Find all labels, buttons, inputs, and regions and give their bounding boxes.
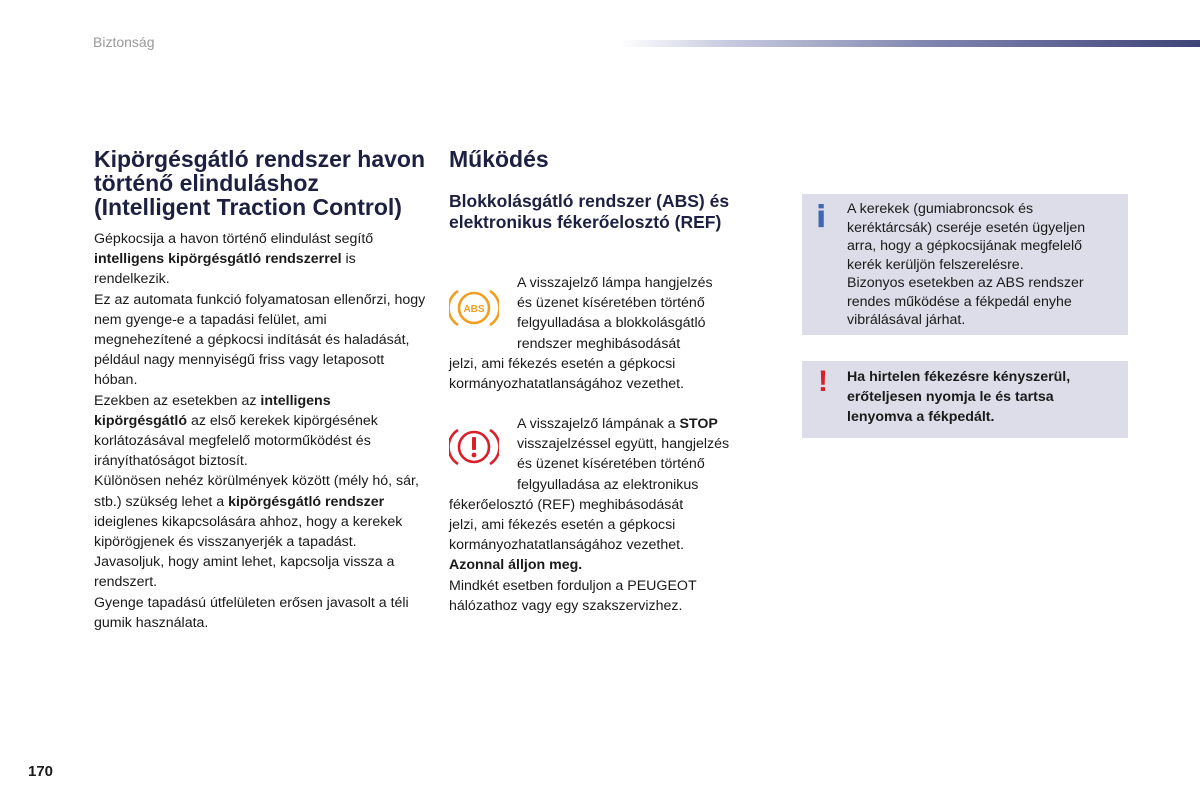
operation-column <box>449 146 784 614</box>
traction-p4-bold: kipörgésgátló rendszer <box>228 493 385 510</box>
info-line: A kerekek (gumiabroncsok és <box>847 201 1034 217</box>
traction-p4-text: Különösen nehéz körülmények között (mély hó, sár, stb.) szükség lehet a <box>94 473 419 510</box>
info-icon: i <box>816 200 827 235</box>
abs-line: kormányozhatatlanságához vezethet. <box>449 376 685 393</box>
traction-control-column <box>94 147 426 633</box>
traction-paragraph-6: Gyenge tapadású útfelületen erősen javasolt a téli gumik használata. <box>94 594 409 631</box>
info-line: Bizonyos esetekben az ABS rendszer <box>847 275 1084 291</box>
abs-ref-subtitle: Blokkolásgátló rendszer (ABS) és elektronikus fékerőelosztó (REF) <box>449 191 730 232</box>
traction-p1-text: Gépkocsija a havon történő elindulást segítő <box>94 231 374 247</box>
stop-now-instruction: Azonnal álljon meg. <box>449 557 583 574</box>
abs-line: és üzenet kíséretében történő <box>517 295 705 312</box>
operation-title: Működés <box>449 146 549 172</box>
exclamation-icon: ! <box>818 365 828 398</box>
alert-note-box <box>802 361 1128 438</box>
info-line: rendes működése a fékpedál enyhe <box>847 293 1072 310</box>
info-note-box <box>802 194 1128 335</box>
abs-icon-label: ABS <box>463 304 485 315</box>
header-gradient-bar <box>620 40 1200 47</box>
info-line: vibrálásával járhat. <box>847 312 966 328</box>
page-number: 170 <box>28 763 54 780</box>
abs-line: A visszajelző lámpa hangjelzés <box>517 275 713 291</box>
stop-line-text: A visszajelző lámpának a <box>517 416 680 432</box>
traction-paragraph-2: Ez az automata funkció folyamatosan ellenőrzi, hogy nem gyenge-e a tapadási felület, ami megnehezítené a gépkocsi indítását és haladását, például nagy mennyiségű friss vagy letaposott hóban. <box>94 291 426 389</box>
stop-line: visszajelzéssel együtt, hangjelzés <box>517 436 730 453</box>
traction-control-title: Kipörgésgátló rendszer havon történő elinduláshoz (Intelligent Traction Control) <box>94 146 426 220</box>
alert-note-text <box>847 367 1122 427</box>
abs-line: felgyulladása a blokkolásgátló <box>517 315 706 332</box>
traction-p3-bold: intelligens kipörgésgátló <box>94 392 331 429</box>
stop-line: és üzenet kíséretében történő <box>517 456 705 473</box>
stop-line: jelzi, ami fékezés esetén a gépkocsi <box>449 517 676 534</box>
stop-warning-block <box>449 414 769 616</box>
stop-line: kormányozhatatlanságához vezethet. <box>449 537 685 554</box>
stop-keyword: STOP <box>679 416 718 432</box>
traction-paragraph-4 <box>94 471 426 552</box>
alert-line: lenyomva a fékpedált. <box>847 409 995 425</box>
traction-paragraph-1 <box>94 229 426 290</box>
abs-line: jelzi, ami fékezés esetén a gépkocsi <box>449 355 676 372</box>
traction-p3-text: Ezekben az esetekben az <box>94 392 261 409</box>
alert-line: erőteljesen nyomja le és tartsa <box>847 389 1054 405</box>
info-line: kerék kerüljön felszerelésre. <box>847 256 1024 273</box>
traction-p4-text-end: ideiglenes kikapcsolására ahhoz, hogy a kerekek kipörögjenek és visszanyerjék a tapadást. <box>94 513 403 551</box>
traction-p1-bold: intelligens kipörgésgátló rendszerrel <box>94 251 342 268</box>
info-note-text <box>847 200 1117 330</box>
stop-line: felgyulladása az elektronikus <box>517 476 699 493</box>
traction-p1-text-end: is rendelkezik. <box>94 251 356 288</box>
traction-paragraph-3 <box>94 391 426 472</box>
traction-paragraph-5: Javasoljuk, hogy amint lehet, kapcsolja vissza a rendszert. <box>94 554 395 591</box>
abs-line: rendszer meghibásodását <box>517 335 681 352</box>
traction-p3-text-end: az első kerekek kipörgésének korlátozásával megfelelő motorműködést és irányíthatóságot biztosít. <box>94 412 378 470</box>
contact-line: Mindkét esetben forduljon a PEUGEOT <box>449 577 697 594</box>
info-line: keréktárcsák) cseréje esetén ügyeljen <box>847 219 1086 236</box>
stop-line: fékerőelosztó (REF) meghibásodását <box>449 496 684 513</box>
abs-warning-block <box>449 273 769 394</box>
header-section-label: Biztonság <box>93 34 155 50</box>
contact-line: hálózathoz vagy egy szakszervizhez. <box>449 597 683 614</box>
alert-line: Ha hirtelen fékezésre kényszerül, <box>847 369 1071 385</box>
brake-warning-icon <box>449 424 499 470</box>
abs-warning-icon <box>449 285 499 331</box>
info-line: arra, hogy a gépkocsijának megfelelő <box>847 238 1083 254</box>
